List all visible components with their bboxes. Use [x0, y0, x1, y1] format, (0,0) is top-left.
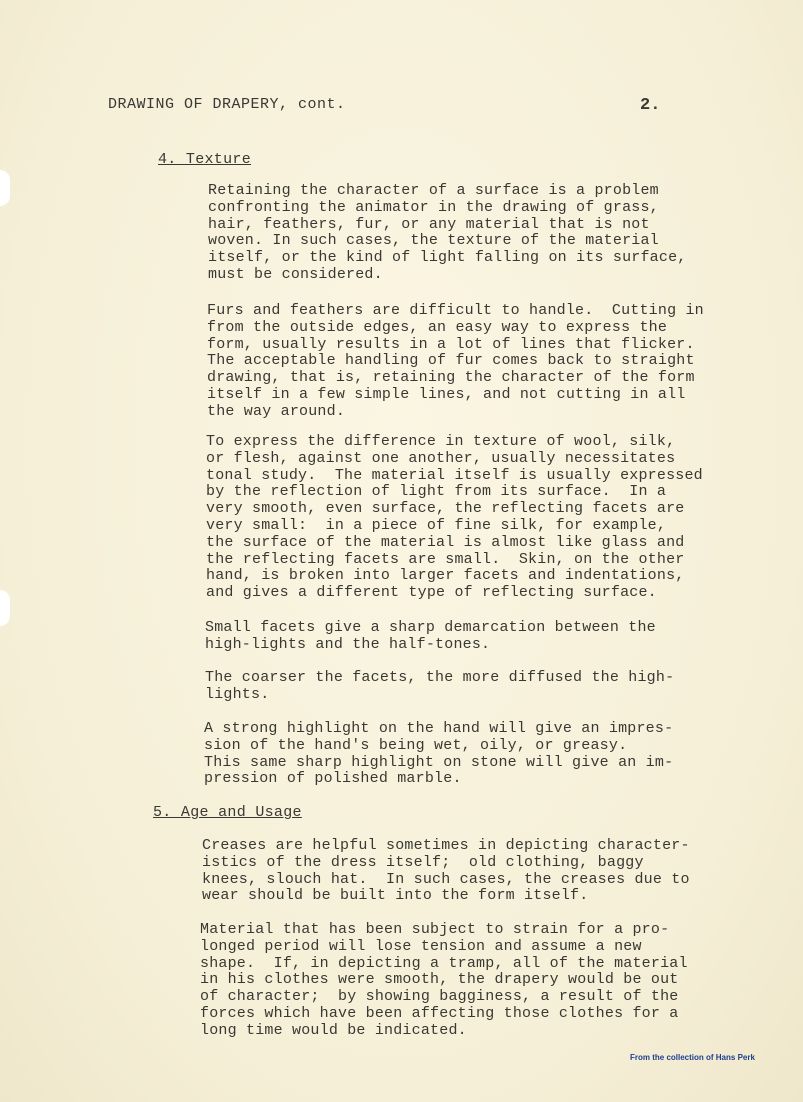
- punch-hole-mark: [0, 170, 10, 206]
- section-4-paragraph: To express the difference in texture of wool, silk, or flesh, against one another, usually necessitates tonal study. The material itself is usually expressed by the reflection of light from its surface. In a very smooth, even surface, the reflecting facets are very small: in a piece of fine silk, for example, the surface of the material is almost like glass and the reflecting facets are small. Skin, on the other hand, is broken into larger facets and indentations, and gives a different type of reflecting surface.: [206, 433, 703, 602]
- section-4-paragraph: The coarser the facets, the more diffused the high- lights.: [205, 669, 675, 703]
- document-header: DRAWING OF DRAPERY, cont.: [108, 96, 346, 113]
- section-4-paragraph: A strong highlight on the hand will give an impres- sion of the hand's being wet, oily, or greasy. This same sharp highlight on stone will give an im- pression of polished marble.: [204, 720, 674, 788]
- section-5-paragraph: Creases are helpful sometimes in depicting character- istics of the dress itself; old clothing, baggy knees, slouch hat. In such cases, the creases due to wear should be built into the form itself.: [202, 837, 690, 905]
- section-4-paragraph: Furs and feathers are difficult to handle. Cutting in from the outside edges, an easy way to express the form, usually results in a lot of lines that flicker. The acceptable handling of fur comes back to straight drawing, that is, retaining the character of the form itself in a few simple lines, and not cutting in all the way around.: [207, 302, 704, 420]
- section-5-paragraph: Material that has been subject to strain for a pro- longed period will lose tension and assume a new shape. If, in depicting a tramp, all of the material in his clothes were smooth, the drapery would be out of character; by showing bagginess, a result of the forces which have been affecting those clothes for a long time would be indicated.: [200, 921, 688, 1039]
- section-5-title: 5. Age and Usage: [153, 804, 302, 821]
- punch-hole-mark: [0, 590, 10, 626]
- section-4-paragraph: Small facets give a sharp demarcation between the high-lights and the half-tones.: [205, 619, 656, 653]
- page-number: 2.: [640, 96, 661, 115]
- section-4-paragraph: Retaining the character of a surface is a problem confronting the animator in the drawing of grass, hair, feathers, fur, or any material that is not woven. In such cases, the texture of the material itself, or the kind of light falling on its surface, must be considered.: [208, 182, 687, 283]
- collection-credit: From the collection of Hans Perk: [630, 1053, 755, 1062]
- section-4-title: 4. Texture: [158, 151, 252, 168]
